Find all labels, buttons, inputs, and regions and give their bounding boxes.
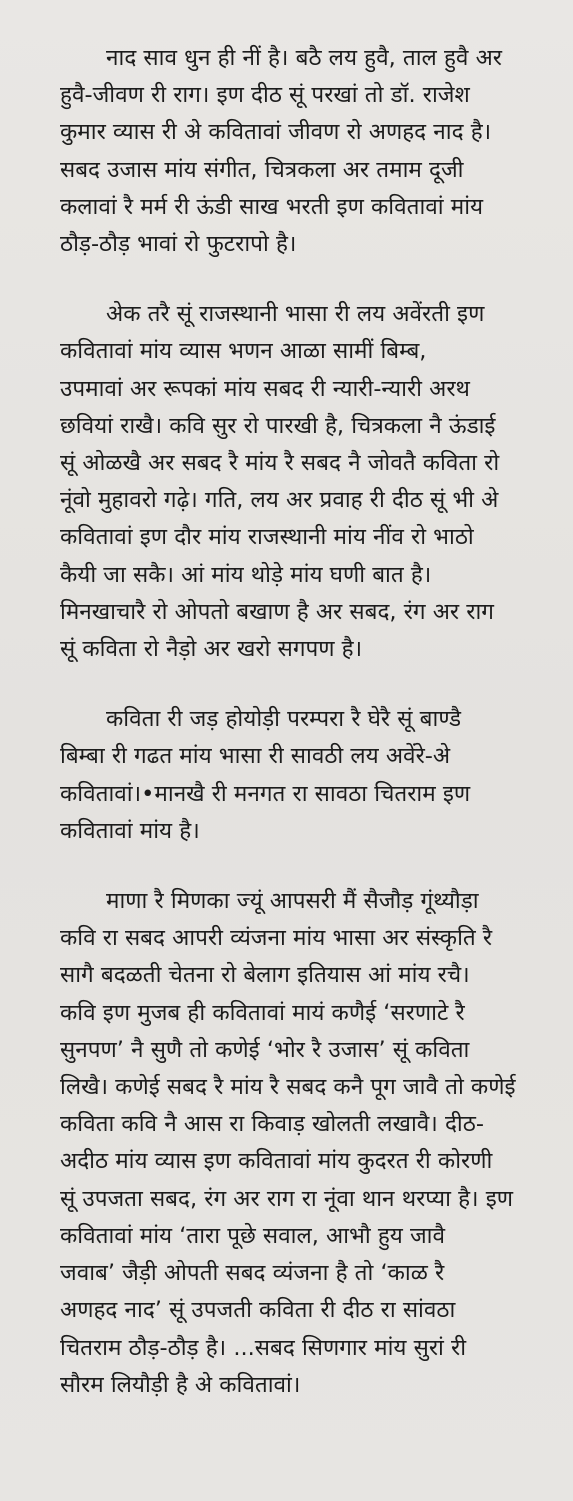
paragraph-1 bbox=[60, 40, 547, 263]
text-line: सूं कविता रो नैड़ो अर खरो सगपण है। bbox=[60, 636, 363, 663]
text-line: बिम्बा री गढत मांय भासा री सावठी लय अवेंरे-अे bbox=[60, 743, 451, 770]
text-line: सुनपण’ नै सुणै तो कणेई ‘भोर रै उजास’ सूं कविता bbox=[60, 1036, 470, 1063]
paragraph-3 bbox=[60, 701, 547, 850]
text-line: कलावां रै मर्म री ऊंडी साख भरती इण कवितावां मांय bbox=[60, 193, 484, 220]
text-line: कवितावां।•मानखै री मनगत रा सावठा चितराम इण bbox=[60, 780, 471, 807]
text-line: कविता री जड़ होयोड़ी परम्परा रै घेरै सूं बाण्डै bbox=[106, 706, 462, 733]
text-line: कवितावां मांय है। bbox=[60, 817, 200, 844]
text-line: उपमावां अर रूपकां मांय सबद री न्यारी-न्यारी अरथ bbox=[60, 375, 470, 402]
text-line: कवितावां इण दौर मांय राजस्थानी मांय नींव रो भाठो bbox=[60, 524, 474, 551]
text-line: कविता कवि नै आस रा किवाड़ खोलती लखावै। दीठ- bbox=[60, 1111, 484, 1138]
text-line: सबद उजास मांय संगीत, चित्रकला अर तमाम दूजी bbox=[60, 156, 464, 183]
text-line: अेक तरै सूं राजस्थानी भासा री लय अवेंरती इण bbox=[106, 301, 485, 328]
text-line: चितराम ठौड़-ठौड़ है। ...सबद सिणगार मांय सुरां री bbox=[60, 1334, 467, 1361]
text-line: नाद साव धुन ही नीं है। बठै लय हुवै, ताल हुवै अर bbox=[106, 45, 502, 71]
paragraph-4 bbox=[60, 883, 547, 1404]
text-line: अदीठ मांय व्यास इण कवितावां मांय कुदरत री कोरणी bbox=[60, 1148, 493, 1175]
text-line: कवितावां मांय व्यास भणन आळा सामीं बिम्ब, bbox=[60, 338, 427, 365]
text-line: कैयी जा सकै। आं मांय थोड़े मांय घणी बात है। bbox=[60, 561, 432, 588]
text-line: लिखै। कणेई सबद रै मांय रै सबद कनै पूग जावै तो कणेई bbox=[60, 1074, 516, 1101]
text-line: अणहद नाद’ सूं उपजती कविता री दीठ रा सांवठा bbox=[60, 1297, 456, 1324]
text-line: सूं ओळखै अर सबद रै मांय रै सबद नै जोवतै कविता रो bbox=[60, 450, 500, 477]
text-line: नूंवो मुहावरो गढ़े। गति, लय अर प्रवाह री दीठ सूं भी अे bbox=[60, 487, 499, 514]
paragraph-2 bbox=[60, 296, 547, 668]
text-line: छवियां राखै। कवि सुर रो पारखी है, चित्रकला नै ऊंडाई bbox=[60, 412, 496, 439]
text-line: मिनखाचारै रो ओपतो बखाण है अर सबद, रंग अर राग bbox=[60, 598, 494, 625]
text-line: हुवै-जीवण री राग। इण दीठ सूं परखां तो डॉ. राजेश bbox=[60, 82, 470, 109]
text-line: सागै बदळती चेतना रो बेलाग इतियास आं मांय रचै। bbox=[60, 962, 470, 989]
text-line: कवि रा सबद आपरी व्यंजना मांय भासा अर संस्कृति रै bbox=[60, 925, 493, 952]
text-line: माणा रै मिणका ज्यूं आपसरी मैं सैजौड़ गूंथ्यौड़ा bbox=[106, 888, 479, 915]
text-line: कवितावां मांय ‘तारा पूछे सवाल, आभौ हुय जावै bbox=[60, 1222, 446, 1249]
text-line: कुमार व्यास री अे कवितावां जीवण रो अणहद नाद है। bbox=[60, 119, 492, 146]
text-line: जवाब’ जैड़ी ओपती सबद व्यंजना है तो ‘काळ रै bbox=[60, 1260, 445, 1287]
text-line: सूं उपजता सबद, रंग अर राग रा नूंवा थान थरप्या है। इण bbox=[60, 1185, 514, 1212]
text-line: सौरम लियौड़ी है अे कवितावां। bbox=[60, 1371, 301, 1398]
text-line: कवि इण मुजब ही कवितावां मायं कणैई ‘सरणाटे रै bbox=[60, 999, 465, 1026]
text-line: ठौड़-ठौड़ भावां रो फुटरापो है। bbox=[60, 231, 297, 258]
